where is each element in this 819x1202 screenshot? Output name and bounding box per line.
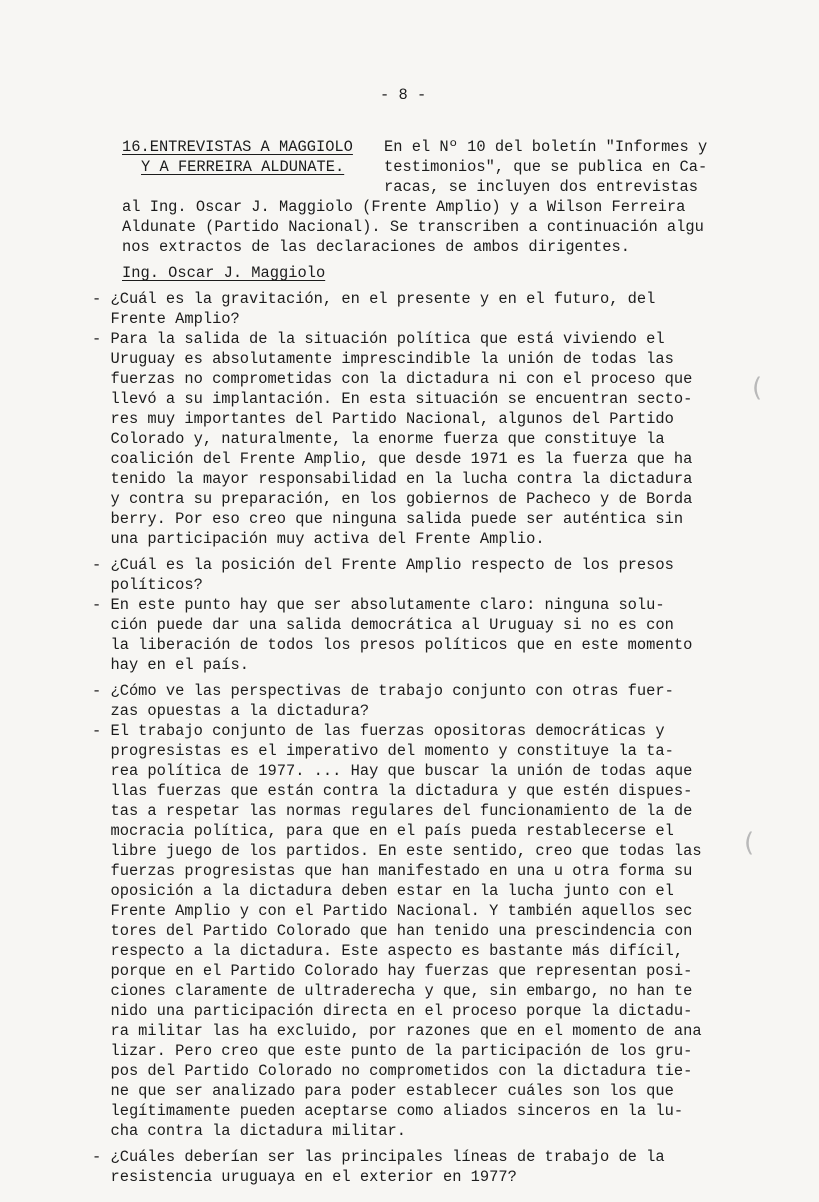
section-heading-line1: 16.ENTREVISTAS A MAGGIOLO <box>122 138 353 156</box>
page-number: - 8 - <box>380 86 427 104</box>
answer-line: legítimamente pueden aceptarse como aliados sinceros en la lu- <box>92 1102 684 1120</box>
answer-line: oposición a la dictadura deben estar en la lucha junto con el <box>92 882 674 900</box>
intro-line: Aldunate (Partido Nacional). Se transcriben a continuación algu <box>122 218 704 236</box>
intro-right-line: testimonios", que se publica en Ca- <box>384 158 708 176</box>
answer-line: ciones claramente de ultraderecha y que, sin embargo, no han te <box>92 982 693 1000</box>
answer-line: Colorado y, naturalmente, la enorme fuerza que constituye la <box>92 430 665 448</box>
answer-line: - El trabajo conjunto de las fuerzas opositoras democráticas y <box>92 722 665 740</box>
answer-line: res muy importantes del Partido Nacional, algunos del Partido <box>92 410 674 428</box>
answer-line: Frente Amplio y con el Partido Nacional. Y también aquellos sec <box>92 902 693 920</box>
question-line: - ¿Cuál es la posición del Frente Amplio respecto de los presos <box>92 556 674 574</box>
answer-line: ra militar las ha excluido, por razones que en el momento de ana <box>92 1022 702 1040</box>
answer-line: libre juego de los partidos. En este sentido, creo que todas las <box>92 842 702 860</box>
question-line: zas opuestas a la dictadura? <box>92 702 370 720</box>
answer-line: tenido la mayor responsabilidad en la lucha contra la dictadura <box>92 470 693 488</box>
answer-line: tas a respetar las normas regulares del funcionamiento de la de <box>92 802 693 820</box>
section-heading-line2: Y A FERREIRA ALDUNATE. <box>141 158 345 176</box>
answer-line: pos del Partido Colorado no comprometidos con la dictadura tie- <box>92 1062 693 1080</box>
margin-mark: ( <box>744 828 755 858</box>
question-line: políticos? <box>92 576 203 594</box>
question-line: - ¿Cómo ve las perspectivas de trabajo conjunto con otras fuer- <box>92 682 674 700</box>
answer-line: lizar. Pero creo que este punto de la participación de los gru- <box>92 1042 693 1060</box>
answer-line: berry. Por eso creo que ninguna salida puede ser auténtica sin <box>92 510 684 528</box>
answer-line: y contra su preparación, en los gobiernos de Pacheco y de Borda <box>92 490 693 508</box>
intro-line: al Ing. Oscar J. Maggiolo (Frente Amplio) y a Wilson Ferreira <box>122 198 686 216</box>
question-line: Frente Amplio? <box>92 310 240 328</box>
answer-line: tores del Partido Colorado que han tenido una prescindencia con <box>92 922 693 940</box>
intro-right-line: racas, se incluyen dos entrevistas <box>384 178 699 196</box>
answer-line: fuerzas progresistas que han manifestado en una u otra forma su <box>92 862 693 880</box>
answer-line: fuerzas no comprometidas con la dictadura ni con el proceso que <box>92 370 693 388</box>
answer-line: respecto a la dictadura. Este aspecto es bastante más difícil, <box>92 942 684 960</box>
interviewee-subheading: Ing. Oscar J. Maggiolo <box>122 264 326 282</box>
answer-line: Uruguay es absolutamente imprescindible la unión de todas las <box>92 350 674 368</box>
answer-line: llas fuerzas que están contra la dictadura y que estén dispues- <box>92 782 693 800</box>
answer-line: la liberación de todos los presos políticos que en este momento <box>92 636 693 654</box>
answer-line: - Para la salida de la situación política que está viviendo el <box>92 330 665 348</box>
intro-right-line: En el Nº 10 del boletín "Informes y <box>384 138 708 156</box>
answer-line: rea política de 1977. ... Hay que buscar la unión de todas aque <box>92 762 693 780</box>
answer-line: ne que ser analizado para poder establecer cuáles son los que <box>92 1082 674 1100</box>
answer-line: llevó a su implantación. En esta situación se encuentran secto- <box>92 390 693 408</box>
answer-line: una participación muy activa del Frente Amplio. <box>92 530 545 548</box>
answer-line: - En este punto hay que ser absolutamente claro: ninguna solu- <box>92 596 665 614</box>
answer-line: mocracia política, para que en el país pueda restablecerse el <box>92 822 674 840</box>
question-line: - ¿Cuál es la gravitación, en el presente y en el futuro, del <box>92 290 656 308</box>
answer-line: progresistas es el imperativo del momento y constituye la ta- <box>92 742 674 760</box>
answer-line: nido una participación directa en el proceso porque la dictadu- <box>92 1002 693 1020</box>
margin-mark: ( <box>752 373 763 403</box>
question-line: resistencia uruguaya en el exterior en 1977? <box>92 1168 517 1186</box>
question-line: - ¿Cuáles deberían ser las principales líneas de trabajo de la <box>92 1148 665 1166</box>
answer-line: coalición del Frente Amplio, que desde 1971 es la fuerza que ha <box>92 450 693 468</box>
answer-line: porque en el Partido Colorado hay fuerzas que representan posi- <box>92 962 693 980</box>
intro-line: nos extractos de las declaraciones de ambos dirigentes. <box>122 238 630 256</box>
answer-line: hay en el país. <box>92 656 250 674</box>
answer-line: ción puede dar una salida democrática al Uruguay si no es con <box>92 616 674 634</box>
answer-line: cha contra la dictadura militar. <box>92 1122 407 1140</box>
